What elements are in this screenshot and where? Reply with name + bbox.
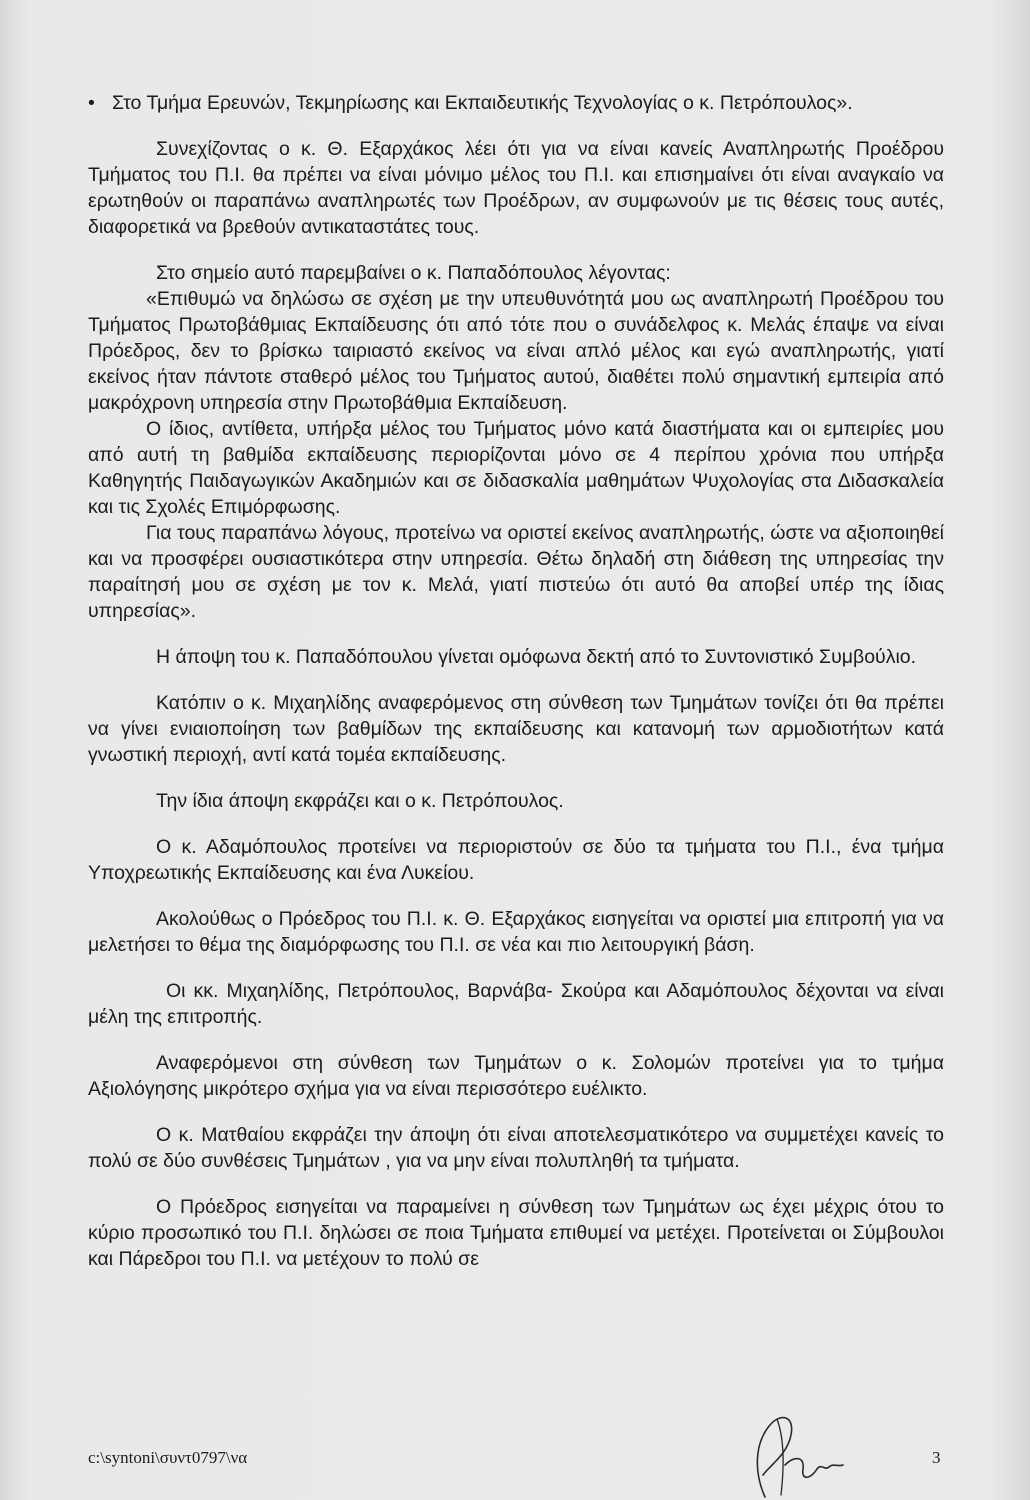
quote-paragraph-3: Για τους παραπάνω λόγους, προτείνω να οριστεί εκείνος αναπληρωτής, ώστε να αξιοποιηθεί και να προσφέρει ουσιαστικότερα στην υπηρεσία. Θέτω δηλαδή στη διάθεση της υπηρεσίας την παραίτησή μου σε σχέση με τον κ. Μελά, γιατί πιστεύω ότι αυτό θα αποβεί υπέρ της ίδιας υπηρεσίας». [88, 522, 944, 622]
bullet-item [88, 90, 944, 116]
paragraph-2-intro: Στο σημείο αυτό παρεμβαίνει ο κ. Παπαδόπουλος λέγοντας: [156, 262, 671, 284]
signature-icon [725, 1405, 855, 1500]
paragraph-7: Ακολούθως ο Πρόεδρος του Π.Ι. κ. Θ. Εξαρχάκος εισηγείται να οριστεί μια επιτροπή για να μελετήσει το θέμα της διαμόρφωσης του Π.Ι. σε νέα και πιο λειτουργική βάση. [88, 908, 944, 956]
quote-paragraph-1: «Επιθυμώ να δηλώσω σε σχέση με την υπευθυνότητά μου ως αναπληρωτή Προέδρου του Τμήματος Πρωτοβάθμιας Εκπαίδευσης ότι από τότε που ο συνάδελφος κ. Μελάς έπαψε να είναι Πρόεδρος, δεν το βρίσκω ταιριαστό εκείνος να είναι απλό μέλος και εγώ αναπληρωτής, γιατί εκείνος ήταν πάντοτε σταθερό μέλος του Τμήματος αυτού, διαθέτει πολύ σημαντική εμπειρία από μακρόχρονη υπηρεσία στην Πρωτοβάθμια Εκπαίδευση. [88, 288, 944, 414]
paragraph-8: Οι κκ. Μιχαηλίδης, Πετρόπουλος, Βαρνάβα- Σκούρα και Αδαμόπουλος δέχονται να είναι μέλη της επιτροπής. [88, 980, 944, 1028]
paragraph-1: Συνεχίζοντας ο κ. Θ. Εξαρχάκος λέει ότι για να είναι κανείς Αναπληρωτής Προέδρου Τμήματος του Π.Ι. θα πρέπει να είναι μόνιμο μέλος του Π.Ι. και επισημαίνει ότι είναι αναγκαίο να ερωτηθούν οι παραπάνω αναπληρωτές των Προέδρων, αν συμφωνούν με τις θέσεις τους αυτές, διαφορετικά να βρεθούν αντικαταστάτες τους. [88, 138, 944, 238]
footer-file-path: c:\syntoni\συντ0797\να [88, 1448, 248, 1467]
paragraph-3: Η άποψη του κ. Παπαδόπουλου γίνεται ομόφωνα δεκτή από το Συντονιστικό Συμβούλιο. [156, 646, 917, 668]
paragraph-6: Ο κ. Αδαμόπουλος προτείνει να περιοριστούν σε δύο τα τμήματα του Π.Ι., ένα τμήμα Υποχρεωτικής Εκπαίδευσης και ένα Λυκείου. [88, 836, 944, 884]
bullet-icon: • [88, 92, 95, 114]
quote-paragraph-2: Ο ίδιος, αντίθετα, υπήρξα μέλος του Τμήματος μόνο κατά διαστήματα και οι εμπειρίες μου από αυτή τη βαθμίδα εκπαίδευσης περιορίζονται μόνο σε 4 περίπου χρόνια που υπήρξα Καθηγητής Παιδαγωγικών Ακαδημιών και σε διδασκαλία μαθημάτων Ψυχολογίας στα Διδασκαλεία και τις Σχολές Επιμόρφωσης. [88, 418, 944, 518]
paragraph-10: Ο κ. Ματθαίου εκφράζει την άποψη ότι είναι αποτελεσματικότερο να συμμετέχει κανείς το πολύ σε δύο συνθέσεις Τμημάτων , για να μην είναι πολυπληθή τα τμήματα. [88, 1124, 944, 1172]
page-number: 3 [932, 1448, 941, 1467]
bullet-text: Στο Τμήμα Ερευνών, Τεκμηρίωσης και Εκπαιδευτικής Τεχνολογίας ο κ. Πετρόπουλος». [112, 92, 853, 114]
paragraph-11: Ο Πρόεδρος εισηγείται να παραμείνει η σύνθεση των Τμημάτων ως έχει μέχρις ότου το κύριο προσωπικό του Π.Ι. δηλώσει σε ποια Τμήματα επιθυμεί να μετέχει. Προτείνεται οι Σύμβουλοι και Πάρεδροι του Π.Ι. να μετέχουν το πολύ σε [88, 1196, 944, 1270]
paragraph-4: Κατόπιν ο κ. Μιχαηλίδης αναφερόμενος στη σύνθεση των Τμημάτων τονίζει ότι θα πρέπει να γίνει ενιαιοποίηση των βαθμίδων της εκπαίδευσης και κατανομή των αρμοδιοτήτων κατά γνωστική περιοχή, αντί κατά τομέα εκπαίδευσης. [88, 692, 944, 766]
paragraph-9: Αναφερόμενοι στη σύνθεση των Τμημάτων ο κ. Σολομών προτείνει για το τμήμα Αξιολόγησης μικρότερο σχήμα για να είναι περισσότερο ευέλικτο. [88, 1052, 944, 1100]
paragraph-5: Την ίδια άποψη εκφράζει και ο κ. Πετρόπουλος. [156, 790, 564, 812]
